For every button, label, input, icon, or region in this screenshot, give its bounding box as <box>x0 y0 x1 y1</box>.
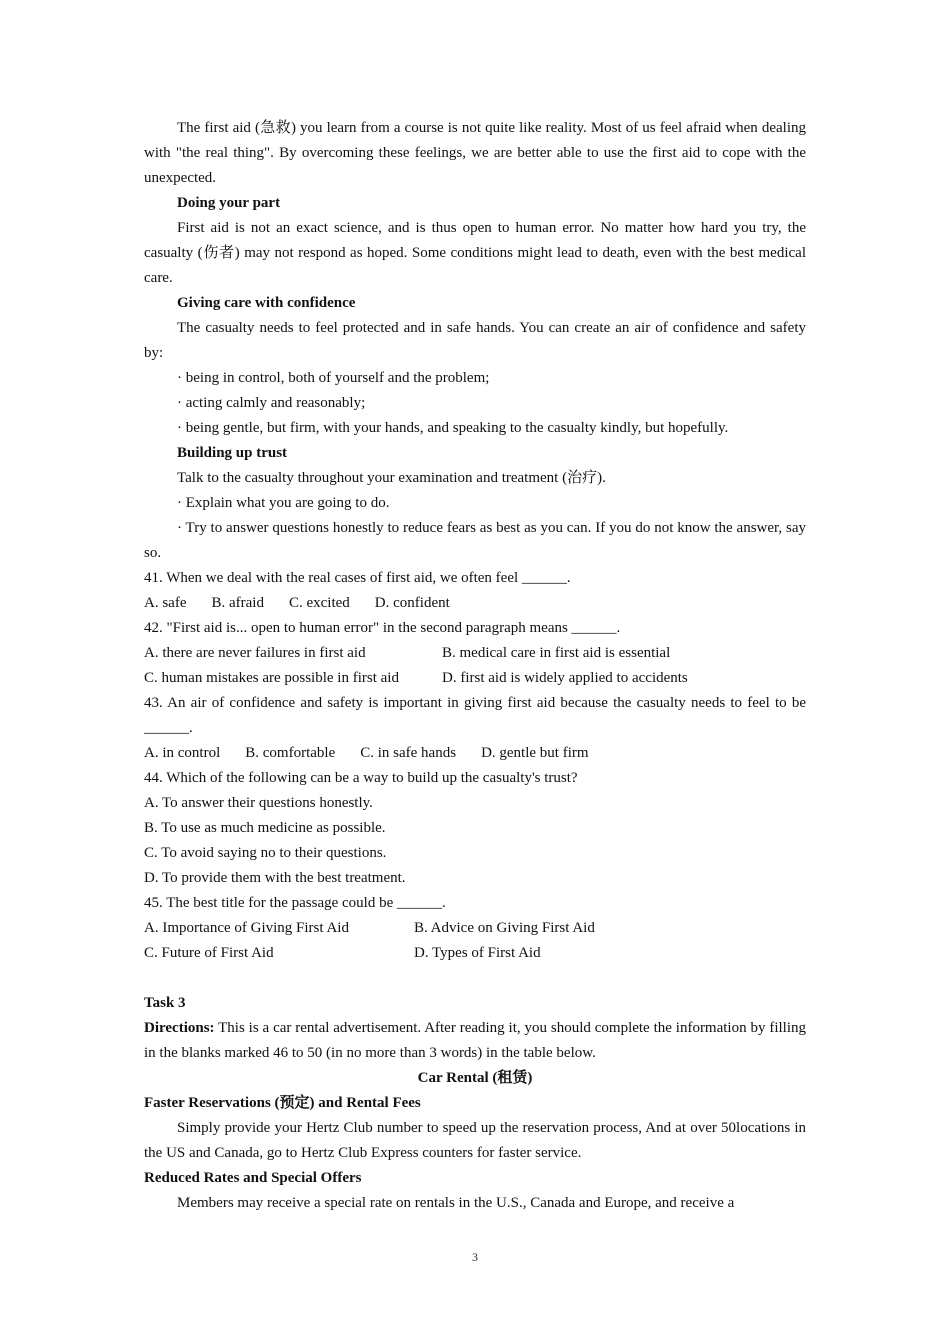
option: C. Future of First Aid <box>144 945 274 961</box>
spacer <box>144 966 806 991</box>
option: C. To avoid saying no to their questions. <box>144 845 387 861</box>
option: D. gentle but firm <box>481 745 589 761</box>
option: D. confident <box>374 595 450 611</box>
page-number: 3 <box>472 1250 478 1264</box>
option: D. To provide them with the best treatment. <box>144 870 406 886</box>
option: B. Advice on Giving First Aid <box>414 920 595 936</box>
option: B. medical care in first aid is essential <box>442 645 671 661</box>
option: C. excited <box>288 595 350 611</box>
bullet-item: · being in control, both of yourself and the problem; <box>177 370 490 386</box>
option: B. comfortable <box>245 745 336 761</box>
section-text-building-trust: Talk to the casualty throughout your examination and treatment (治疗). <box>177 470 606 486</box>
option: B. afraid <box>211 595 264 611</box>
task-heading: Task 3 <box>144 995 186 1011</box>
question-41-stem: 41. When we deal with the real cases of first aid, we often feel ______. <box>144 570 571 586</box>
directions-text: This is a car rental advertisement. After reading it, you should complete the information by filling in the blanks marked 46 to 50 (in no more than 3 words) in the table below. <box>144 1020 806 1061</box>
question-43-stem: 43. An air of confidence and safety is important in giving first aid because the casualty needs to feel to be ______. <box>144 695 806 736</box>
ad-heading-reservations: Faster Reservations (预定) and Rental Fees <box>144 1095 421 1111</box>
option: A. To answer their questions honestly. <box>144 795 373 811</box>
section-text-giving-care: The casualty needs to feel protected and in safe hands. You can create an air of confidence and safety by: <box>144 320 806 361</box>
option: A. Importance of Giving First Aid <box>144 920 349 936</box>
question-41-options <box>144 591 806 616</box>
passage-intro: The first aid (急救) you learn from a course is not quite like reality. Most of us feel afraid when dealing with "the real thing". By overcoming these feelings, we are better able to use the first aid to cope with the unexpected. <box>144 120 806 186</box>
option: A. safe <box>144 595 187 611</box>
bullet-item: · acting calmly and reasonably; <box>177 395 366 411</box>
option: C. in safe hands <box>360 745 457 761</box>
document-page <box>144 116 806 1216</box>
bullet-item: · Explain what you are going to do. <box>177 495 390 511</box>
option: B. To use as much medicine as possible. <box>144 820 386 836</box>
directions-label: Directions: <box>144 1020 215 1036</box>
section-title-giving-care: Giving care with confidence <box>177 295 356 311</box>
question-45-options <box>144 916 806 966</box>
ad-heading-rates: Reduced Rates and Special Offers <box>144 1170 362 1186</box>
section-text-doing-your-part: First aid is not an exact science, and is thus open to human error. No matter how hard you try, the casualty (伤者) may not respond as hoped. Some conditions might lead to death, even with the best medical care. <box>144 220 806 286</box>
section-title-doing-your-part: Doing your part <box>177 195 281 211</box>
ad-text-rates: Members may receive a special rate on rentals in the U.S., Canada and Europe, and receive a <box>177 1195 735 1211</box>
option: C. human mistakes are possible in first aid <box>144 670 399 686</box>
option: A. there are never failures in first aid <box>144 645 366 661</box>
ad-title: Car Rental (租赁) <box>417 1070 533 1086</box>
bullet-item: · Try to answer questions honestly to reduce fears as best as you can. If you do not know the answer, say so. <box>144 520 806 561</box>
question-44-stem: 44. Which of the following can be a way to build up the casualty's trust? <box>144 770 578 786</box>
option: A. in control <box>144 745 221 761</box>
bullet-item: · being gentle, but firm, with your hands, and speaking to the casualty kindly, but hopefully. <box>177 420 729 436</box>
question-45-stem: 45. The best title for the passage could be ______. <box>144 895 446 911</box>
question-42-stem: 42. "First aid is... open to human error" in the second paragraph means ______. <box>144 620 621 636</box>
question-43-options <box>144 741 806 766</box>
ad-text-reservations: Simply provide your Hertz Club number to speed up the reservation process, And at over 50locations in the US and Canada, go to Hertz Club Express counters for faster service. <box>144 1120 806 1161</box>
question-42-options <box>144 641 806 691</box>
task-directions <box>144 1016 806 1066</box>
section-title-building-trust: Building up trust <box>177 445 288 461</box>
option: D. Types of First Aid <box>414 945 541 961</box>
option: D. first aid is widely applied to accidents <box>442 670 688 686</box>
